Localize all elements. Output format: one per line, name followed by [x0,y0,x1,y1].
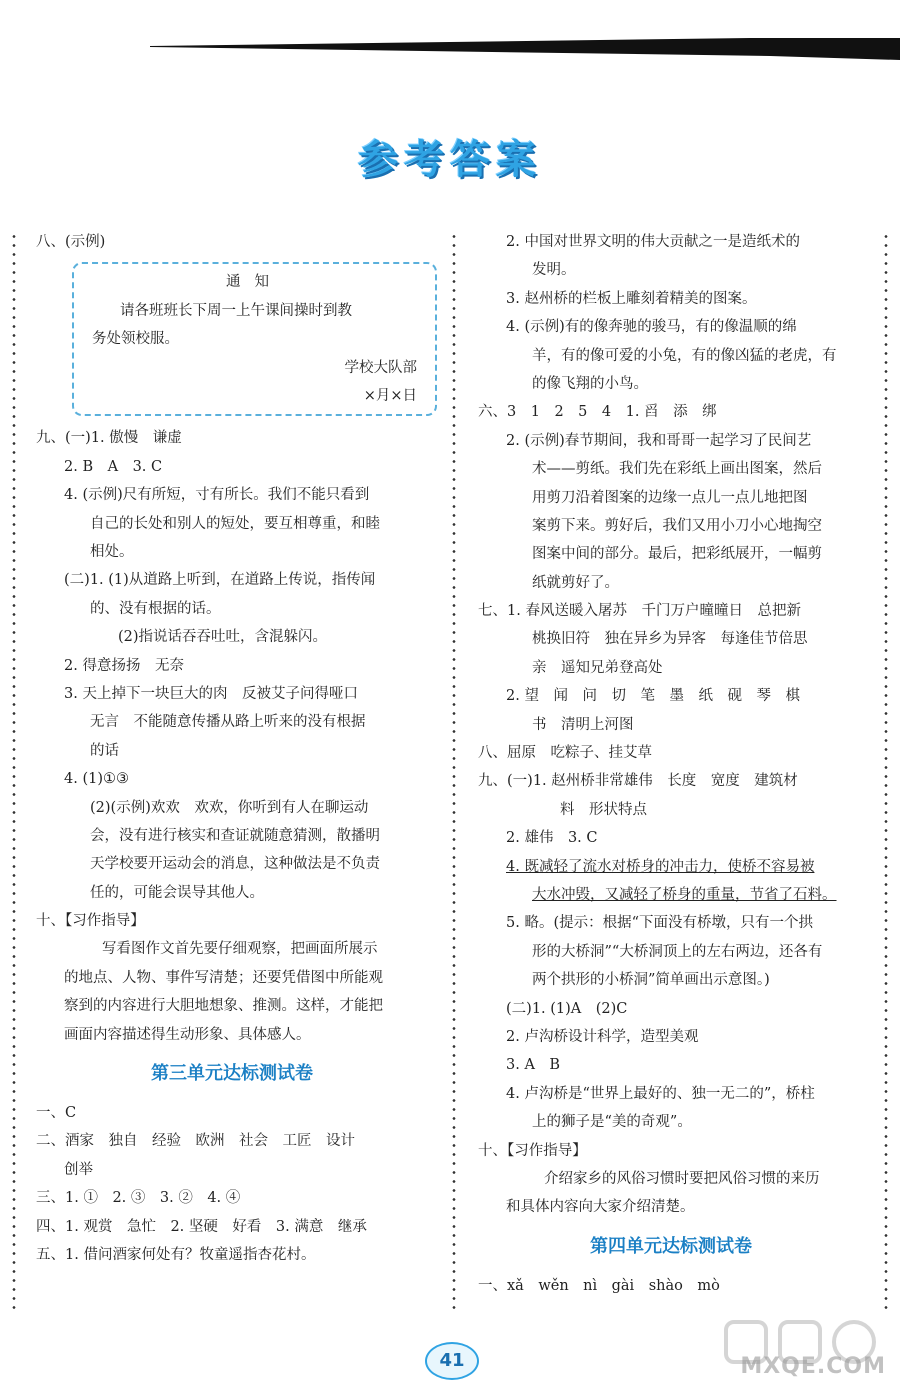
answer-line: 桃换旧符 独在异乡为异客 每逢佳节倍思 [532,631,808,648]
header-brush-stroke [150,38,900,60]
answer-line: (2)(示例)欢欢 欢欢，你听到有人在聊运动 [90,799,369,816]
answer-line: 2. 卢沟桥设计科学，造型美观 [506,1028,699,1045]
answer-line: 上的狮子是“美的奇观”。 [532,1114,692,1131]
answer-line: 创举 [64,1161,93,1178]
page-title: 参考答案 [358,137,542,183]
answer-line: 四、1. 观赏 急忙 2. 坚硬 好看 3. 满意 继承 [36,1218,367,1235]
answer-line: 4. (1)①③ [64,771,129,788]
answer-line: 书 清明上河图 [532,716,634,733]
answer-line: 2. 中国对世界文明的伟大贡献之一是造纸术的 [506,234,800,250]
answer-line: 五、1. 借问酒家何处有？牧童遥指杏花村。 [36,1246,316,1263]
left-dotted-border [12,232,16,1312]
answer-line: 的像飞翔的小鸟。 [532,375,648,392]
answer-line: 发明。 [532,262,576,279]
answer-line: 二、酒家 独自 经验 欧洲 社会 工匠 设计 [36,1133,355,1150]
answer-line: 料 形状特点 [560,801,647,818]
answer-line: 的话 [90,742,119,759]
center-dotted-divider [452,232,456,1312]
answer-line: 介绍家乡的风俗习惯时要把风俗习惯的来历 [544,1170,820,1187]
answer-line: 的、没有根据的话。 [90,600,221,617]
answer-line: 任的，可能会误导其他人。 [90,884,264,901]
answer-line: 十、【习作指导】 [478,1142,587,1159]
right-dotted-border [884,232,888,1312]
answer-line: 八、屈原 吃粽子、挂艾草 [478,745,652,762]
answer-line: 一、C [36,1105,77,1122]
answer-line: (2)指说话吞吞吐吐，含混躲闪。 [118,629,328,646]
notice-body: 请各班班长下周一上午课间操时到教 [120,302,352,319]
answer-line: 一、xǎ wěn nì gài shào mò [478,1277,720,1294]
answer-line: 3. 赵州桥的栏板上雕刻着精美的图案。 [506,290,757,307]
answer-line: 2. 雄伟 3. C [506,830,598,847]
notice-box [72,262,437,416]
answer-line: 2. (示例)春节期间，我和哥哥一起学习了民间艺 [506,432,812,449]
answer-line: 4. 卢沟桥是“世界上最好的、独一无二的”，桥柱 [506,1085,815,1102]
watermark-text: MXQE.COM [740,1354,886,1379]
answer-line: 察到的内容进行大胆地想象、推测。这样，才能把 [64,998,383,1015]
answer-line: 4. (示例)有的像奔驰的骏马，有的像温顺的绵 [506,319,797,336]
notice-signature: 学校大队部 [344,359,417,376]
answer-line: 六、3 1 2 5 4 1. 舀 添 绑 [478,404,717,421]
underlined-answer: 4. 既减轻了流水对桥身的冲击力，使桥不容易被 [506,858,815,875]
answer-line: 2. 得意扬扬 无奈 [64,657,184,674]
answer-line: 和具体内容向大家介绍清楚。 [506,1199,695,1216]
notice-heading: 通知 [226,274,283,291]
page-number: 41 [425,1342,479,1380]
answer-line: 2. B A 3. C [64,458,163,475]
answer-line: 九、(一)1. 赵州桥非常雄伟 长度 宽度 建筑材 [478,773,798,790]
answer-line: (二)1. (1)A (2)C [506,1000,628,1017]
answer-line: 无言 不能随意传播从路上听来的没有根据 [90,714,366,731]
answer-line: 的地点、人物、事件写清楚；还要凭借图中所能观 [64,969,383,986]
answer-line: 用剪刀沿着图案的边缘一点儿一点儿地把图 [532,489,808,506]
answer-line: 术——剪纸。我们先在彩纸上画出图案，然后 [532,461,822,478]
answer-line: 纸就剪好了。 [532,574,619,591]
answer-line: 羊，有的像可爱的小兔，有的像凶猛的老虎，有 [532,347,837,364]
answer-line: 亲 遥知兄弟登高处 [532,659,663,676]
section-heading: 第四单元达标测试卷 [590,1235,752,1257]
answer-line: 写看图作文首先要仔细观察，把画面所展示 [102,941,378,958]
answer-line: 八、(示例) [36,234,106,250]
notice-date: ×月×日 [363,388,417,405]
answer-line: 相处。 [90,543,134,560]
right-column [478,228,864,1300]
answer-line: 4. (示例)尺有所短，寸有所长。我们不能只看到 [64,487,370,504]
answer-line: 两个拱形的小桥洞”简单画出示意图。) [532,972,770,989]
answer-line: 画面内容描述得生动形象、具体感人。 [64,1026,311,1043]
answer-line: 图案中间的部分。最后，把彩纸展开，一幅剪 [532,546,822,563]
answer-line: 天学校要开运动会的消息，这种做法是不负责 [90,856,380,873]
answer-line: 九、(一)1. 傲慢 谦虚 [36,430,182,447]
answer-line: 3. A B [506,1057,561,1074]
answer-line: 三、1. ① 2. ③ 3. ② 4. ④ [36,1190,241,1207]
section-heading: 第三单元达标测试卷 [151,1063,313,1085]
answer-line: 3. 天上掉下一块巨大的肉 反被艾子问得哑口 [64,685,358,702]
answer-line: 十、【习作指导】 [36,913,145,930]
answer-line: 2. 望 闻 问 切 笔 墨 纸 砚 琴 棋 [506,688,800,705]
underlined-answer: 大水冲毁，又减轻了桥身的重量，节省了石料。 [532,886,837,903]
answer-line: 案剪下来。剪好后，我们又用小刀小心地掏空 [532,517,822,534]
notice-body: 务处领校服。 [92,331,179,348]
answer-line: 会，没有进行核实和查证就随意猜测，散播明 [90,827,380,844]
answer-line: 自己的长处和别人的短处，要互相尊重，和睦 [90,515,380,532]
answer-line: 5. 略。(提示：根据“下面没有桥墩，只有一个拱 [506,915,814,932]
answer-line: (二)1. (1)从道路上听到，在道路上传说，指传闻 [64,572,376,589]
answer-line: 七、1. 春风送暖入屠苏 千门万户曈曈日 总把新 [478,603,801,620]
answer-line: 形的大桥洞”“大桥洞顶上的左右两边，还各有 [532,943,823,960]
left-column [36,228,428,1269]
